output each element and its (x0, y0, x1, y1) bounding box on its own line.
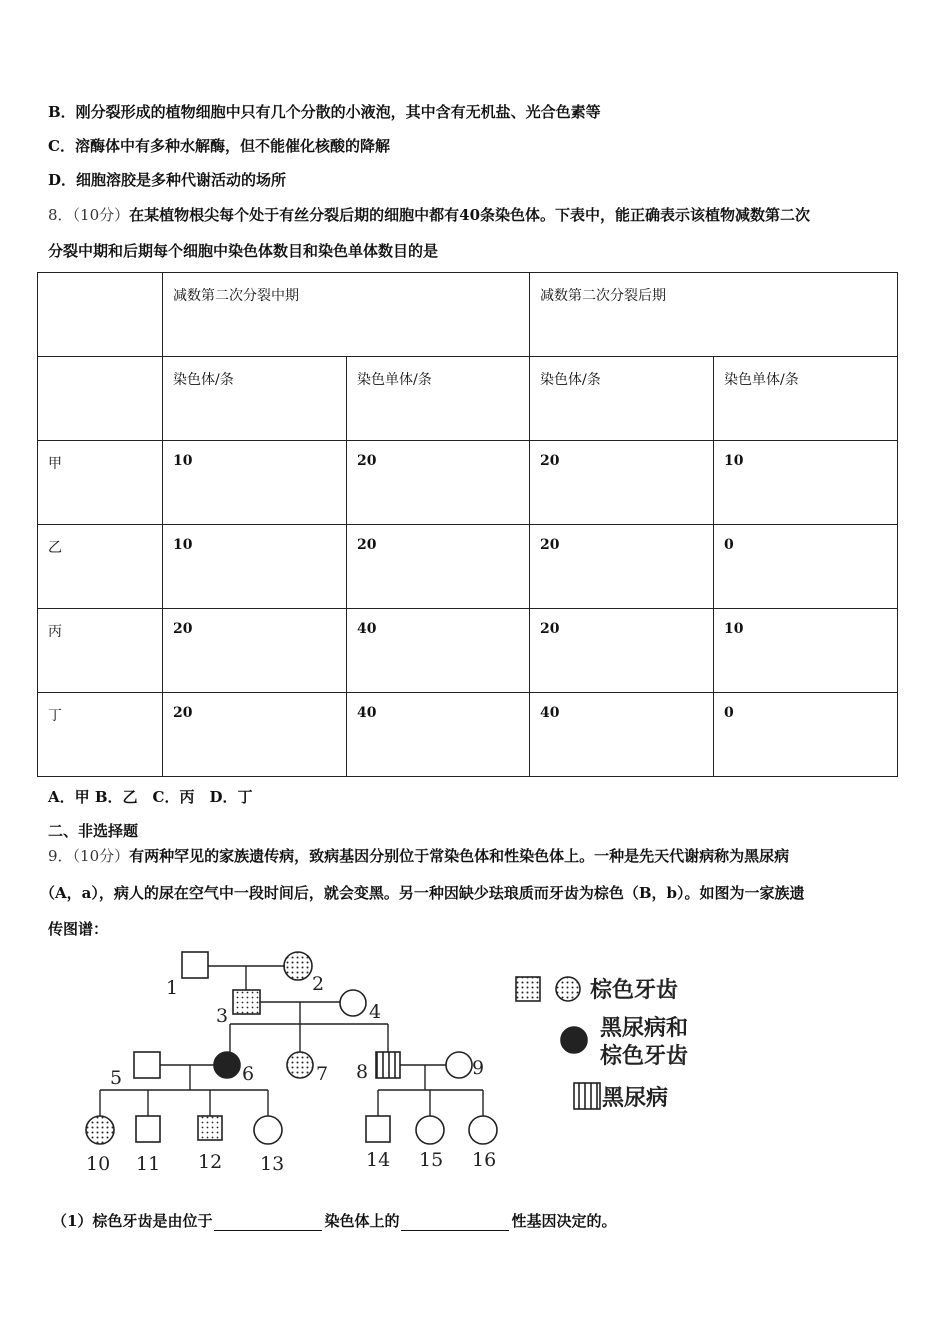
individual-10 (86, 1116, 114, 1144)
subheader-empty-cell (38, 357, 163, 441)
q7-option-b: B．刚分裂形成的植物细胞中只有几个分散的小液泡，其中含有无机盐、光合色素等 (48, 103, 601, 121)
q9-sub1-text-2: 染色体上的 (324, 1212, 400, 1230)
label-8: 8 (356, 1061, 369, 1083)
row-label: 丁 (38, 693, 163, 777)
table-cell: 10 (163, 441, 347, 525)
q9-stem-line3: 传图谱： (48, 920, 109, 938)
q8-stem-line2: 分裂中期和后期每个细胞中染色体数目和染色单体数目的是 (48, 242, 439, 260)
individual-2 (284, 952, 312, 980)
label-7: 7 (316, 1063, 329, 1085)
individual-16 (469, 1116, 497, 1144)
pedigree-chart (80, 940, 520, 1180)
q9-sub1-text-1: （1）棕色牙齿是由位于 (52, 1212, 213, 1230)
section-title: 二、非选择题 (48, 822, 139, 840)
label-12: 12 (198, 1151, 223, 1173)
q7-option-c: C．溶酶体中有多种水解酶，但不能催化核酸的降解 (48, 137, 390, 155)
label-14: 14 (366, 1149, 391, 1171)
table-cell: 10 (714, 609, 898, 693)
label-16: 16 (472, 1149, 497, 1171)
q9-stem-line2: （A，a），病人的尿在空气中一段时间后，就会变黑。另一种因缺少珐琅质而牙齿为棕色（B，b）。如图为一家族遗 (40, 884, 805, 902)
table-cell: 20 (530, 609, 714, 693)
label-5: 5 (110, 1067, 123, 1089)
table-cell: 0 (714, 525, 898, 609)
answer-blank-1[interactable] (214, 1214, 322, 1231)
subheader-cell: 染色单体/条 (714, 357, 898, 441)
legend-brown-label: 棕色牙齿 (590, 978, 679, 1003)
q9-sub1-text-3: 性基因决定的。 (511, 1212, 617, 1230)
header-metaphase2: 减数第二次分裂中期 (163, 273, 530, 357)
table-cell: 20 (163, 693, 347, 777)
individual-15 (416, 1116, 444, 1144)
individual-4 (340, 990, 366, 1016)
pedigree-legend (510, 965, 740, 1125)
individual-9 (446, 1052, 472, 1078)
label-3: 3 (216, 1005, 229, 1027)
q8-choices: A．甲 B．乙 C．丙 D．丁 (48, 788, 253, 806)
table-row (38, 609, 898, 693)
table-cell: 20 (530, 441, 714, 525)
label-10: 10 (86, 1153, 111, 1175)
row-label: 甲 (38, 441, 163, 525)
individual-6 (214, 1052, 240, 1078)
label-15: 15 (419, 1149, 444, 1171)
q8-table (37, 272, 898, 777)
label-13: 13 (260, 1153, 285, 1175)
table-subheader-row (38, 357, 898, 441)
q8-stem-line1 (48, 205, 810, 225)
individual-1 (182, 952, 208, 978)
answer-blank-2[interactable] (401, 1214, 509, 1231)
table-row (38, 441, 898, 525)
label-6: 6 (242, 1063, 255, 1085)
legend-both-label-1: 黑尿病和 (600, 1016, 689, 1041)
table-cell: 0 (714, 693, 898, 777)
table-cell: 20 (530, 525, 714, 609)
label-2: 2 (312, 973, 325, 995)
table-cell: 10 (163, 525, 347, 609)
label-11: 11 (136, 1153, 161, 1175)
label-1: 1 (166, 977, 179, 999)
legend-brown-square-icon (516, 977, 540, 1001)
individual-14 (366, 1116, 390, 1142)
table-cell: 20 (347, 441, 530, 525)
q9-stem-line1 (48, 846, 789, 866)
q9-number: 9． (48, 847, 73, 865)
individual-5 (134, 1052, 160, 1078)
legend-brown-circle-icon (556, 977, 580, 1001)
legend-both-circle-icon (561, 1027, 587, 1053)
individual-13 (254, 1116, 282, 1144)
table-cell: 20 (347, 525, 530, 609)
table-cell: 40 (530, 693, 714, 777)
legend-both-label-2: 棕色牙齿 (600, 1044, 689, 1069)
individual-3 (233, 990, 260, 1014)
legend-alkaptonuria-icon (574, 1083, 600, 1109)
subheader-cell: 染色体/条 (530, 357, 714, 441)
table-corner-cell (38, 273, 163, 357)
legend-alkaptonuria-label: 黑尿病 (602, 1086, 669, 1111)
table-header-row (38, 273, 898, 357)
q9-sub1 (52, 1211, 616, 1231)
q8-points: （10分） (72, 206, 130, 224)
q9-points: （10分） (72, 847, 130, 865)
row-label: 丙 (38, 609, 163, 693)
q9-stem-text: 有两种罕见的家族遗传病，致病基因分别位于常染色体和性染色体上。一种是先天代谢病称为黑尿病 (129, 847, 790, 865)
individual-11 (136, 1116, 160, 1142)
table-cell: 40 (347, 693, 530, 777)
table-cell: 10 (714, 441, 898, 525)
table-cell: 20 (163, 609, 347, 693)
individual-12 (198, 1116, 222, 1140)
table-row (38, 525, 898, 609)
individual-8 (376, 1052, 400, 1078)
table-row (38, 693, 898, 777)
q7-option-d: D．细胞溶胶是多种代谢活动的场所 (48, 171, 287, 189)
label-4: 4 (369, 1001, 382, 1023)
table-cell: 40 (347, 609, 530, 693)
label-9: 9 (472, 1057, 485, 1079)
q8-number: 8． (48, 206, 73, 224)
header-anaphase2: 减数第二次分裂后期 (530, 273, 898, 357)
subheader-cell: 染色单体/条 (347, 357, 530, 441)
individual-7 (287, 1052, 313, 1078)
subheader-cell: 染色体/条 (163, 357, 347, 441)
row-label: 乙 (38, 525, 163, 609)
q8-stem-text: 在某植物根尖每个处于有丝分裂后期的细胞中都有40条染色体。下表中，能正确表示该植物减数第二次 (129, 206, 811, 224)
